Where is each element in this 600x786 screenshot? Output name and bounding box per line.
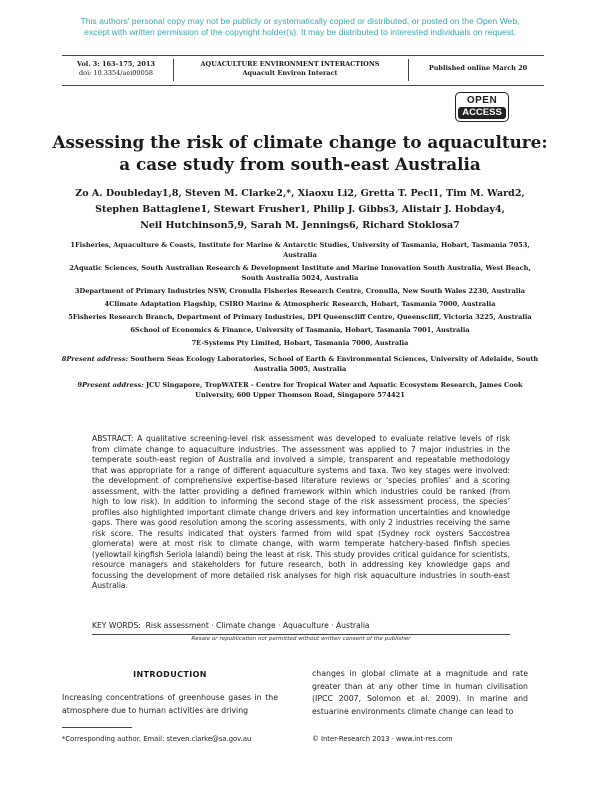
- resale-notice: Resale or republication not permitted without written consent of the publisher: [191, 636, 411, 642]
- abstract-text: A qualitative screening-level risk assessment was developed to evaluate relative levels of risk from climate change to aquaculture industries. The assessment was applied to 7 major industries in the temperate south-east region of Australia and involved a simple, transparent and repeatable methodology that was appropriate for a range of different aquaculture systems and taxa. Two key stages were involved: the development of comprehensive expertise-based literature reviews or ‘species profiles’ and a scoring assessment, with the latter providing a defined framework within which industries could be ranked (from high to low risk). In addition to informing the second stage of the risk assessment process, the species’ profiles also highlighted important climate change drivers and key information uncertainties and knowledge gaps. There was good resolution among the scoring assessments, with only 2 industries receiving the same risk score. The results indicated that oysters farmed from wild spat (Sydney rock oysters Saccostrea glomerata) were at most risk to climate change, with warm temperate hatchery-based finfish species (yellowtail kingfish Seriola lalandi) being the least at risk. This study provides critical guidance for scientists, resource managers and stakeholders for future research, both in addressing key knowledge gaps and focussing the development of more detailed risk analyses for high risk aquaculture industries in south-east Australia.: [92, 434, 510, 590]
- author-list: [46, 186, 554, 234]
- title-line-2: a case study from south-east Australia: [119, 154, 481, 174]
- corresponding-author: *Corresponding author. Email: steven.clarke@sa.gov.au: [62, 735, 252, 743]
- open-access-line-1: OPEN: [466, 95, 498, 106]
- authors-line-1: Zo A. Doubleday1,8, Steven M. Clarke2,*, Xiaoxu Li2, Gretta T. Pecl1, Tim M. Ward2,: [75, 188, 525, 199]
- affiliation-7: 7E-Systems Pty Limited, Hobart, Tasmania 7000, Australia: [191, 339, 409, 347]
- present-address-text: JCU Singapore, TropWATER - Centre for Tropical Water and Aquatic Ecosystem Research, James Cook University, 600 Upper Thomson Road, Singapore 574421: [145, 381, 523, 399]
- doi: doi: 10.3354/aei00058: [79, 69, 153, 77]
- affiliation-5: 5Fisheries Research Branch, Department of Primary Industries, DPI Queenscliff Centre, Queenscliff, Victoria 3225, Australia: [68, 313, 532, 321]
- affiliation-3: 3Department of Primary Industries NSW, Cronulla Fisheries Research Centre, Cronulla, New South Wales 2230, Australia: [74, 287, 526, 295]
- copyright-notice: [30, 16, 570, 38]
- open-access-badge: [455, 92, 509, 122]
- introduction-column-2: changes in global climate at a magnitude and rate greater than at any other time in human civilisation (IPCC 2007, Solomon et al. 2009). In marine and estuarine environments climate change can lead to: [312, 669, 528, 716]
- article-title: [40, 131, 560, 175]
- abstract: [92, 434, 510, 592]
- abstract-label: ABSTRACT:: [92, 434, 134, 443]
- notice-line-1: This authors' personal copy may not be publicly or systematically copied or distributed, or posted on the Open Web,: [80, 16, 520, 26]
- keywords-text: Risk assessment · Climate change · Aquaculture · Australia: [145, 621, 370, 630]
- present-address-label: 8Present address:: [61, 355, 129, 363]
- keywords: [92, 621, 510, 630]
- volume: Vol. 3: 163–175, 2013: [77, 60, 155, 68]
- affiliation-4: 4Climate Adaptation Flagship, CSIRO Marine & Atmospheric Research, Hobart, Tasmania 7000, Australia: [104, 300, 496, 308]
- open-access-line-2: ACCESS: [458, 107, 506, 119]
- authors-line-3: Neil Hutchinson5,9, Sarah M. Jennings6, Richard Stoklosa7: [140, 220, 460, 231]
- journal-abbrev: Aquacult Environ Interact: [242, 69, 338, 77]
- footnote-divider: [62, 727, 132, 728]
- notice-line-2: except with written permission of the copyright holder(s). It may be distributed to interested individuals on request.: [84, 27, 516, 37]
- journal-header: [62, 55, 544, 86]
- resale-notice-bar: [92, 634, 510, 647]
- volume-info: [62, 60, 170, 78]
- affiliation-2: 2Aquatic Sciences, South Australian Research & Development Institute and Marine Innovation South Australia, West Beach, South Australia 5024, Australia: [69, 264, 531, 282]
- affiliation-1: 1Fisheries, Aquaculture & Coasts, Institute for Marine & Antarctic Studies, University of Tasmania, Hobart, Tasmania 7053, Australia: [70, 241, 530, 259]
- header-divider: [408, 59, 409, 81]
- keywords-label: KEY WORDS:: [92, 621, 141, 630]
- affiliation-6: 6School of Economics & Finance, University of Tasmania, Hobart, Tasmania 7001, Australia: [130, 326, 470, 334]
- present-address-9: [58, 380, 542, 400]
- journal-name-block: [176, 60, 404, 78]
- affiliations: [58, 240, 542, 403]
- journal-name: AQUACULTURE ENVIRONMENT INTERACTIONS: [200, 60, 380, 68]
- present-address-text: Southern Seas Ecology Laboratories, School of Earth & Environmental Sciences, University of Adelaide, South Australia 5005, Australia: [130, 355, 539, 373]
- published-date: Published online March 20: [428, 64, 528, 72]
- present-address-8: [58, 354, 542, 374]
- introduction-column-1: Increasing concentrations of greenhouse gases in the atmosphere due to human activities are driving: [62, 693, 278, 715]
- present-address-label: 9Present address:: [77, 381, 144, 389]
- header-divider: [173, 59, 174, 81]
- authors-line-2: Stephen Battaglene1, Stewart Frusher1, Philip J. Gibbs3, Alistair J. Hobday4,: [95, 204, 505, 215]
- title-line-1: Assessing the risk of climate change to aquaculture:: [52, 132, 548, 152]
- copyright-line: © Inter-Research 2013 · www.int-res.com: [312, 735, 453, 743]
- introduction-heading: INTRODUCTION: [133, 670, 207, 679]
